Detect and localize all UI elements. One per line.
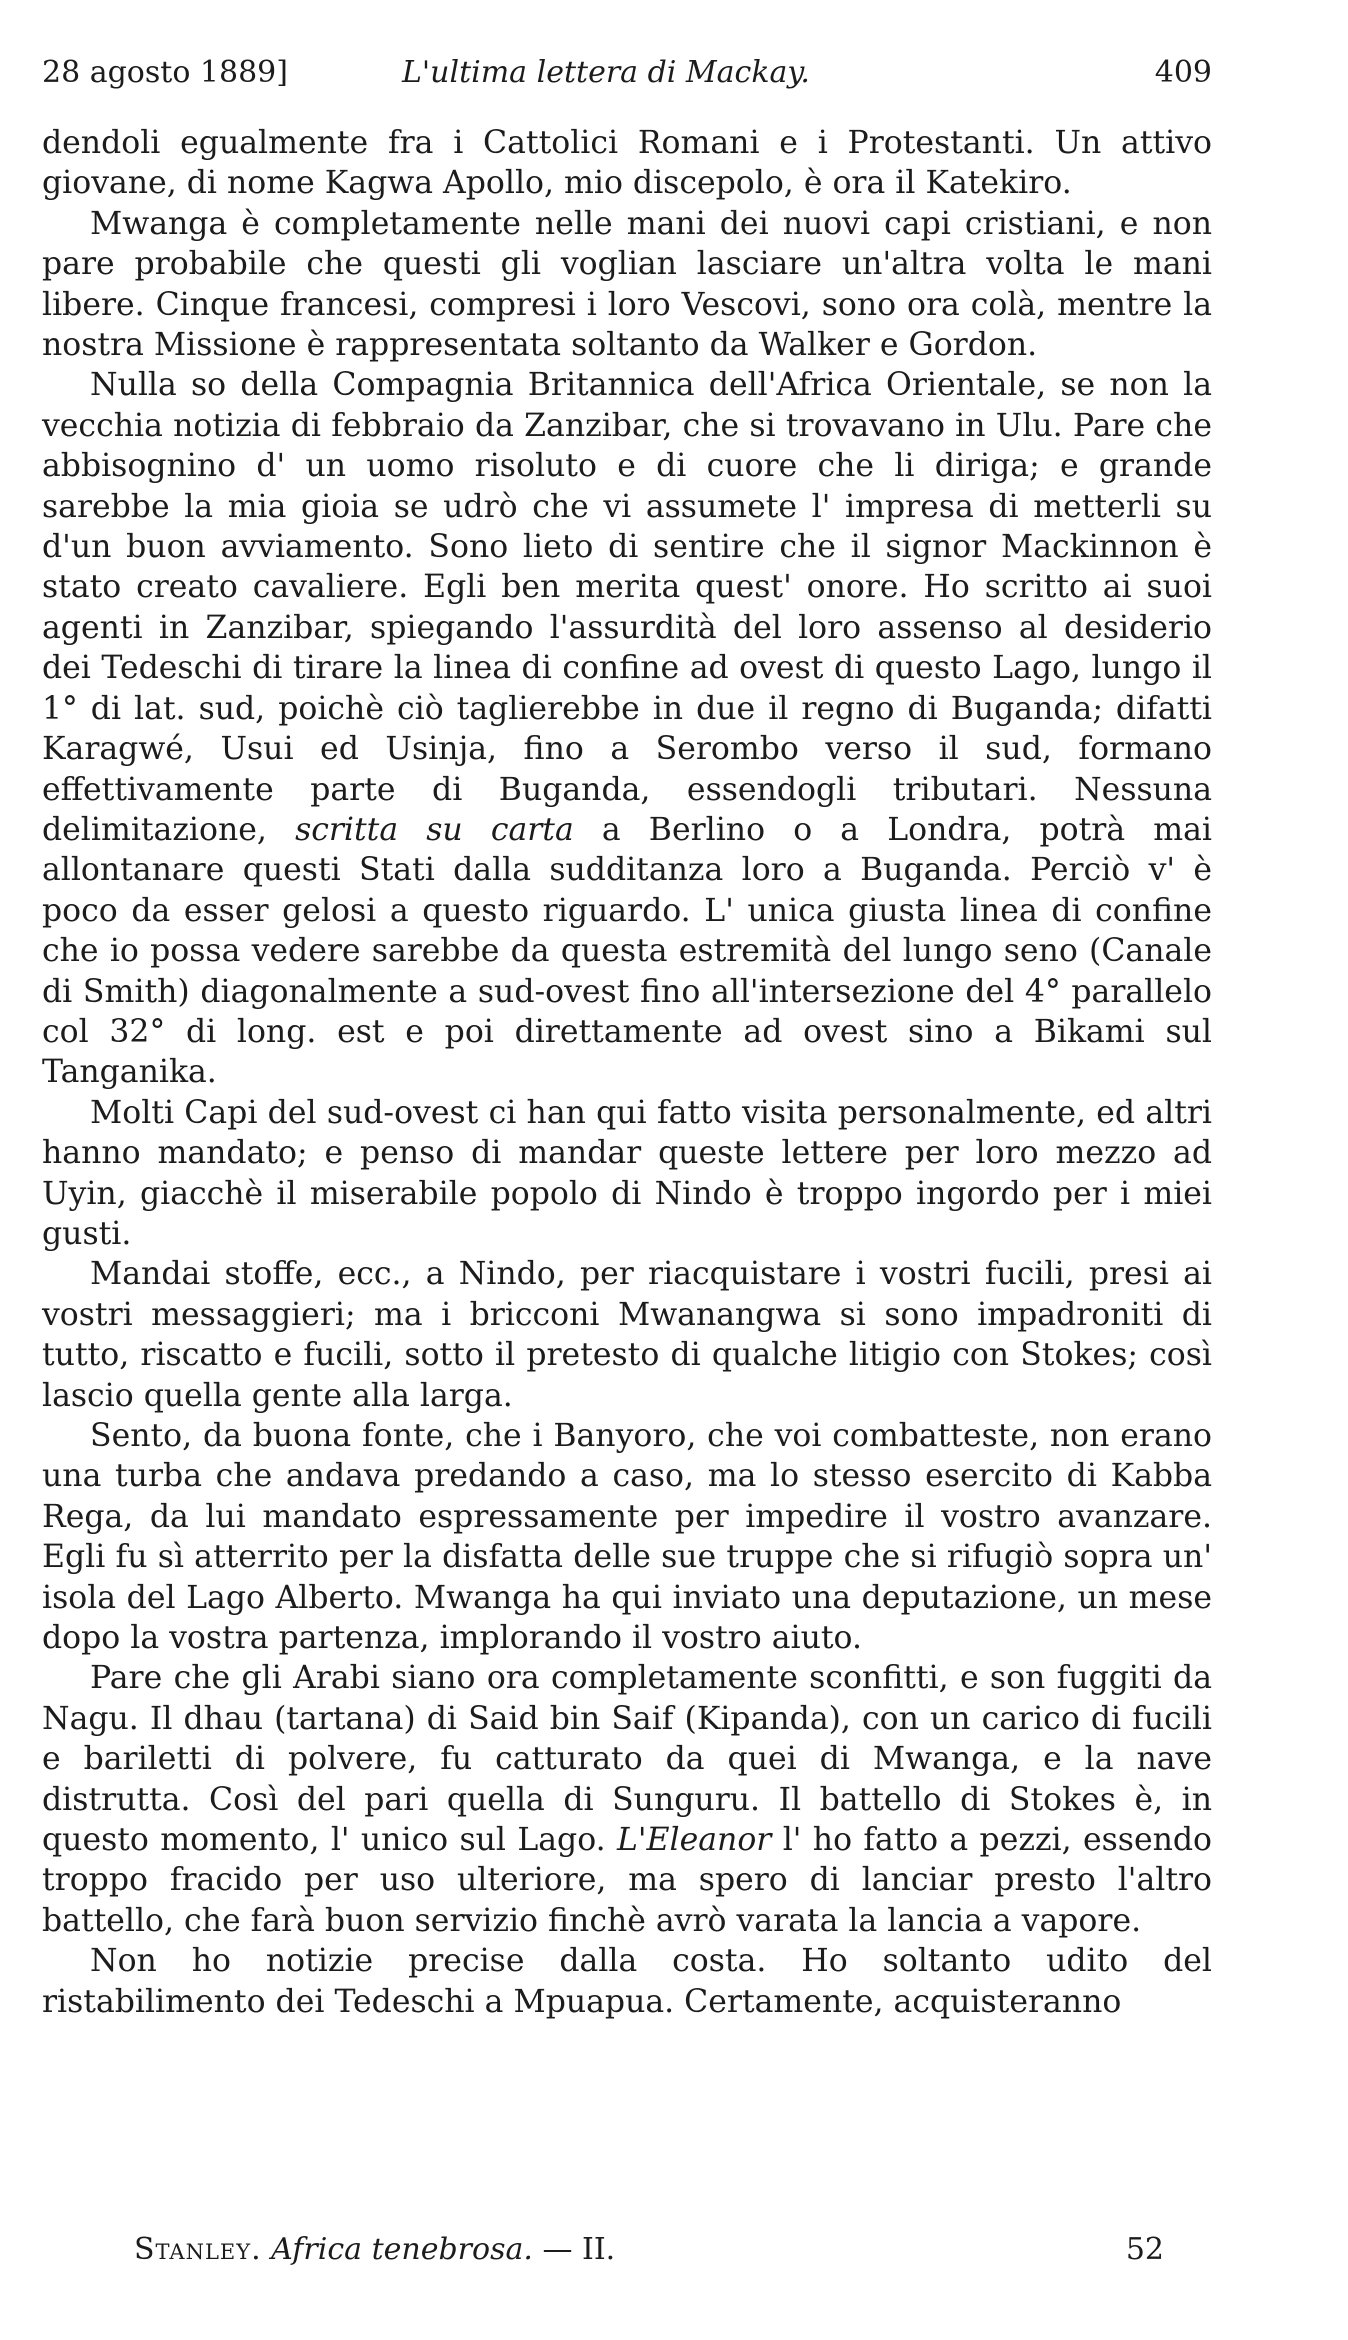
body-text [42, 123, 1212, 2022]
paragraph-5: Mandai stoffe, ecc., a Nindo, per riacquistare i vostri fucili, presi ai vostri messaggieri; ma i bricconi Mwanangwa si sono impadroniti di tutto, riscatto e fucili, sotto il pretesto di qualche litigio con Stokes; così lascio quella gente alla larga. [42, 1256, 1212, 1414]
paragraph-7 [42, 1658, 1212, 1941]
paragraph-7-part-b: l' ho fatto a pezzi, essendo troppo fracido per uso ulteriore, ma spero di lanciar presto l'altro battello, che farà buon servizio finchè avrò varata la lancia a vapore. [42, 1822, 1212, 1939]
footer-author: Stanley. [134, 2232, 262, 2267]
paragraph-8: Non ho notizie precise dalla costa. Ho soltanto udito del ristabilimento dei Tedeschi a Mpuapua. Certamente, acquisteranno [42, 1943, 1212, 2020]
paragraph-4: Molti Capi del sud-ovest ci han qui fatto visita personalmente, ed altri hanno mandato; e penso di mandar queste lettere per loro mezzo ad Uyin, giacchè il miserabile popolo di Nindo è troppo ingordo per i miei gusti. [42, 1094, 1212, 1252]
paragraph-3-part-a: Nulla so della Compagnia Britannica dell'Africa Orientale, se non la vecchia notizia di febbraio da Zanzibar, che si trovavano in Ulu. Pare che abbisognino d' un uomo risoluto e di cuore che li diriga; e grande sarebbe la mia gioia se udrò che vi assumete l' impresa di metterli su d'un buon avviamento. Sono lieto di sentire che il signor Mackinnon è stato creato cavaliere. Egli ben merita quest' onore. Ho scritto ai suoi agenti in Zanzibar, spiegando l'assurdità del loro assenso al desiderio dei Tedeschi di tirare la linea di confine ad ovest di questo Lago, lungo il 1° di lat. sud, poichè ciò taglierebbe in due il regno di Buganda; difatti Karagwé, Usui ed Usinja, fino a Serombo verso il sud, formano effettivamente parte di Buganda, essendogli tributari. Nessuna delimitazione, [42, 367, 1212, 848]
paragraph-7-emphasis: L'Eleanor [616, 1822, 772, 1859]
running-head [42, 48, 1212, 98]
footer-book-title: Africa tenebrosa. [271, 2232, 533, 2267]
paragraph-3-part-b: a Berlino o a Londra, potrà mai allontanare questi Stati dalla sudditanza loro a Buganda. Perciò v' è poco da esser gelosi a questo riguardo. L' unica giusta linea di confine che io possa vedere sarebbe da questa estremità del lungo seno (Canale di Smith) diagonalmente a sud-ovest fino all'intersezione del 4° parallelo col 32° di long. est e poi direttamente ad ovest sino a Bikami sul Tanganika. [42, 811, 1213, 1091]
page-number: 409 [1154, 55, 1212, 90]
paragraph-7-part-a: Pare che gli Arabi siano ora completamente sconfitti, e son fuggiti da Nagu. Il dhau (tartana) di Said bin Saif (Kipanda), con un carico di fucili e bariletti di polvere, fu catturato da quei di Mwanga, e la nave distrutta. Così del pari quella di Sunguru. Il battello di Stokes è, in questo momento, l' unico sul Lago. [42, 1660, 1212, 1859]
footer-signature: 52 [1125, 2232, 1164, 2267]
paragraph-3-emphasis: scritta su carta [295, 811, 574, 848]
paragraph-6: Sento, da buona fonte, che i Banyoro, che voi combatteste, non erano una turba che andava predando a caso, ma lo stesso esercito di Kabba Rega, da lui mandato espressamente per impedire il vostro avanzare. Egli fu sì atterrito per la disfatta delle sue truppe che si rifugiò sopra un' isola del Lago Alberto. Mwanga ha qui inviato una deputazione, un mese dopo la vostra partenza, implorando il vostro aiuto. [42, 1418, 1212, 1657]
footer-volume: — II. [542, 2232, 616, 2267]
header-title: L'ultima lettera di Mackay. [402, 55, 810, 90]
page-footer [134, 2228, 1164, 2272]
book-page [42, 48, 1212, 2318]
paragraph-3 [42, 365, 1212, 1092]
paragraph-1: dendoli egualmente fra i Cattolici Romani e i Protestanti. Un attivo giovane, di nome Kagwa Apollo, mio discepolo, è ora il Katekiro. [42, 125, 1212, 202]
header-date: 28 agosto 1889] [42, 55, 288, 90]
paragraph-2: Mwanga è completamente nelle mani dei nuovi capi cristiani, e non pare probabile che questi gli voglian lasciare un'altra volta le mani libere. Cinque francesi, compresi i loro Vescovi, sono ora colà, mentre la nostra Missione è rappresentata soltanto da Walker e Gordon. [42, 205, 1212, 364]
